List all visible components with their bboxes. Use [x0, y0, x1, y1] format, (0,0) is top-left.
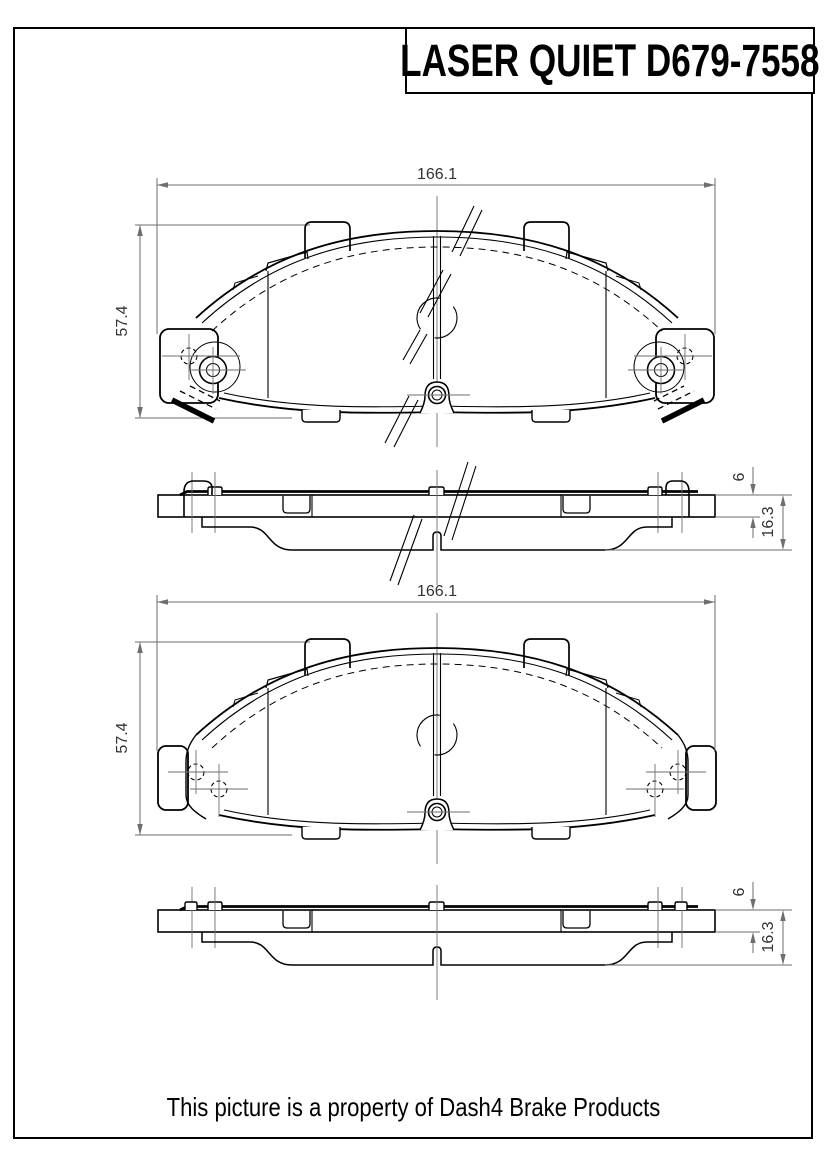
side-view-bottom — [158, 882, 792, 1000]
dim-plate-top: 6 — [731, 472, 748, 482]
front-view-top — [114, 166, 715, 447]
dim-plate-bottom: 6 — [731, 887, 748, 897]
dim-width-bottom: 166.1 — [416, 583, 458, 600]
part-number-title: LASER QUIET D679-7558 — [400, 34, 820, 86]
side-view-top — [158, 462, 792, 585]
dim-height-bottom: 57.4 — [114, 722, 131, 754]
dim-height-top: 57.4 — [114, 305, 131, 337]
property-notice — [0, 1092, 827, 1123]
dim-width-top: 166.1 — [416, 166, 458, 183]
dim-total-bottom: 16.3 — [760, 921, 777, 953]
title-block — [400, 27, 820, 94]
front-view-bottom — [114, 583, 716, 864]
property-notice-text: This picture is a property of Dash4 Brake Products — [166, 1092, 661, 1122]
dim-total-top: 16.3 — [760, 506, 777, 538]
